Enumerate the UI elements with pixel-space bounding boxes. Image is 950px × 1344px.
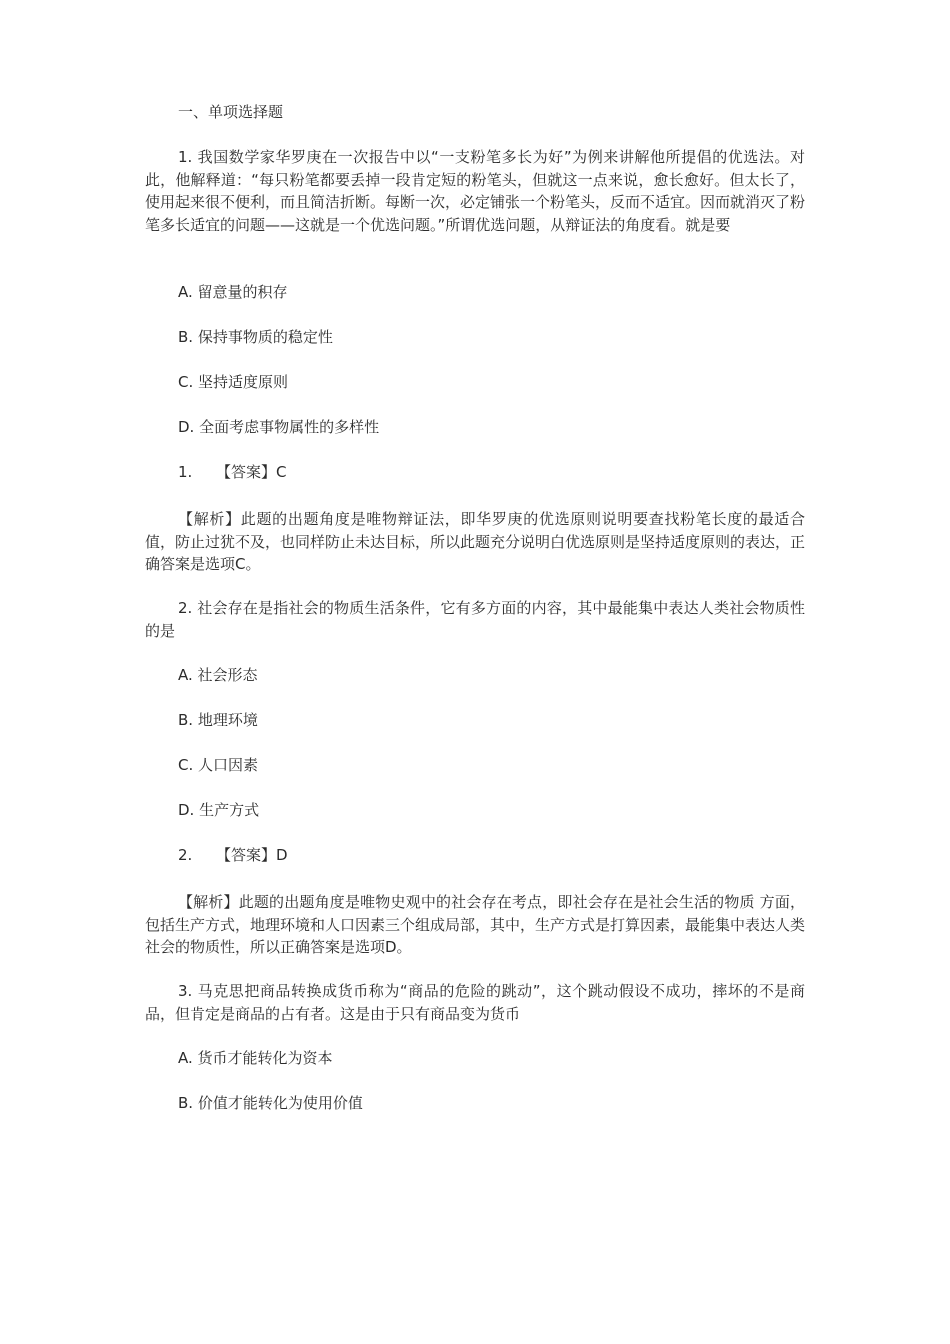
question-1-option-b: B. 保持事物质的稳定性	[178, 328, 333, 346]
answer-text: 【答案】D	[216, 846, 288, 864]
question-2-stem: 2. 社会存在是指社会的物质生活条件，它有多方面的内容，其中最能集中表达人类社会物质性的是	[145, 599, 805, 640]
question-1-stem: 1. 我国数学家华罗庚在一次报告中以“一支粉笔多长为好”为例来讲解他所提倡的优选法。对此，他解释道：“每只粉笔都要丢掉一段肯定短的粉笔头，但就这一点来说，愈长愈好。但太长了，使用起来很不便利，而且简洁折断。每断一次，必定铺张一个粉笔头，反而不适宜。因而就消灭了粉笔多长适宜的问题——这就是一个优选问题。”所谓优选问题，从辩证法的角度看。就是要	[145, 148, 806, 234]
question-3-stem: 3. 马克思把商品转换成货币称为“商品的危险的跳动”，这个跳动假设不成功，摔坏的不是商品，但肯定是商品的占有者。这是由于只有商品变为货币	[145, 982, 805, 1023]
question-2-option-c: C. 人口因素	[178, 756, 259, 774]
question-1-option-c: C. 坚持适度原则	[178, 373, 289, 391]
question-2-analysis: 【解析】此题的出题角度是唯物史观中的社会存在考点，即社会存在是社会生活的物质 方面，包括生产方式，地理环境和人口因素三个组成局部，其中，生产方式是打算因素，最能集中表达人类社会的物质性，所以正确答案是选项D。	[145, 893, 806, 956]
question-2-option-a: A. 社会形态	[178, 666, 258, 684]
question-1-answer	[178, 461, 286, 483]
answer-number: 1.	[178, 463, 193, 481]
question-2-answer	[178, 844, 288, 866]
section-title: 一、单项选择题	[178, 103, 284, 121]
question-3-option-b: B. 价值才能转化为使用价值	[178, 1094, 363, 1112]
answer-number: 2.	[178, 846, 193, 864]
question-2-option-d: D. 生产方式	[178, 801, 260, 819]
question-1-analysis: 【解析】此题的出题角度是唯物辩证法，即华罗庚的优选原则说明要查找粉笔长度的最适合值，防止过犹不及，也同样防止未达目标，所以此题充分说明白优选原则是坚持适度原则的表达，正确答案是选项C。	[145, 510, 806, 573]
question-3-option-a: A. 货币才能转化为资本	[178, 1049, 333, 1067]
answer-text: 【答案】C	[216, 463, 287, 481]
question-1-option-d: D. 全面考虑事物属性的多样性	[178, 418, 380, 436]
question-2-option-b: B. 地理环境	[178, 711, 258, 729]
question-1-option-a: A. 留意量的积存	[178, 283, 288, 301]
